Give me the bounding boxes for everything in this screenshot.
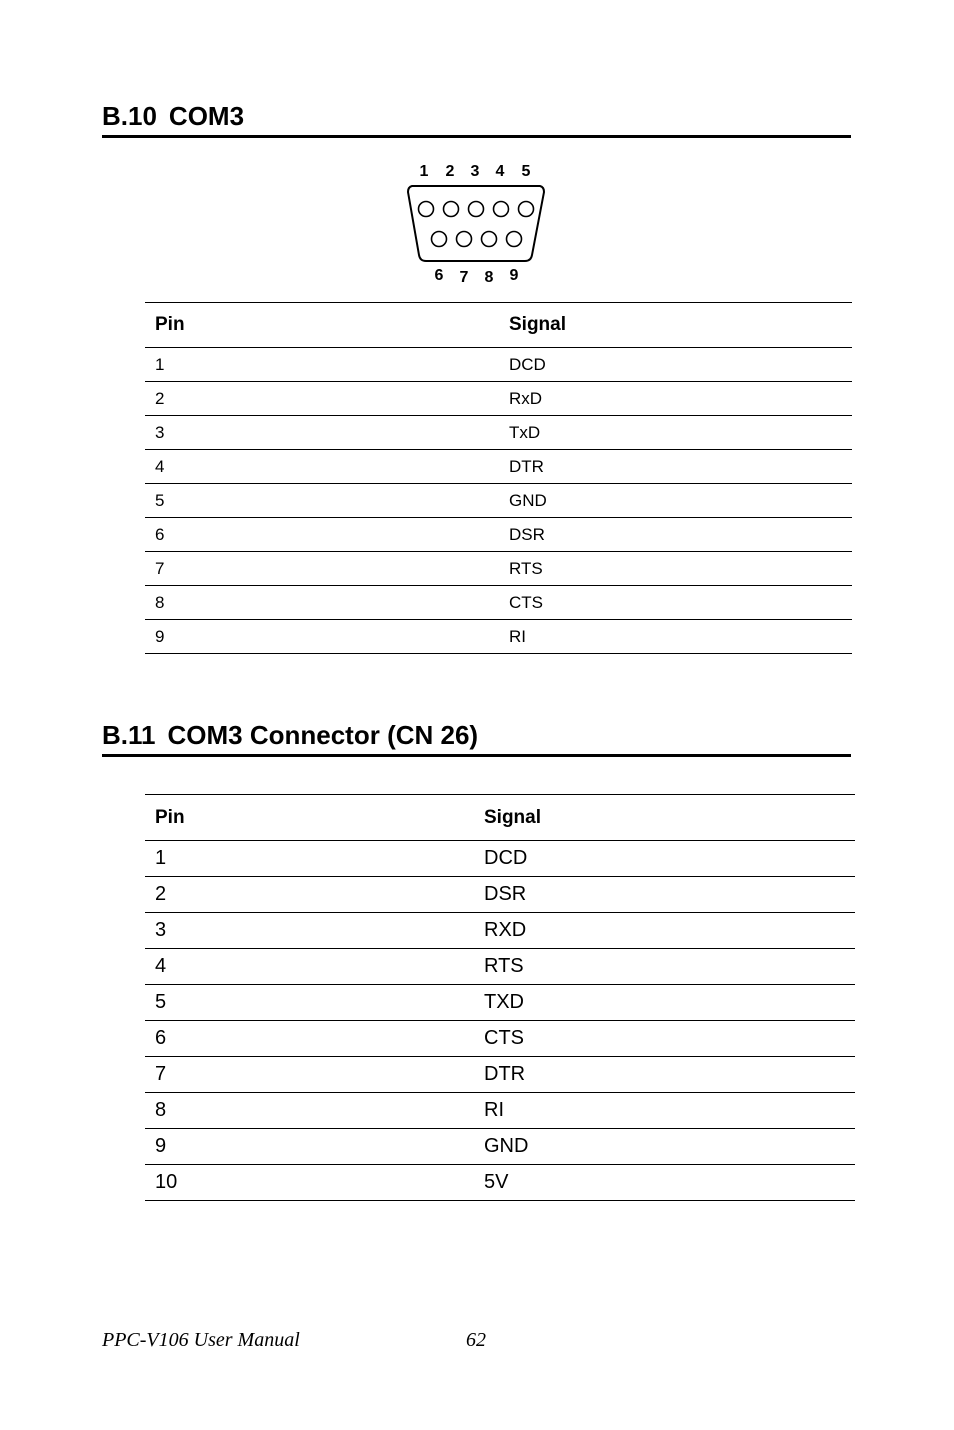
pin-hole-2 <box>444 202 459 217</box>
section-title: COM3 <box>168 101 245 131</box>
pin-cell: 4 <box>155 955 167 977</box>
signal-cell: DCD <box>509 354 546 374</box>
connector-shell <box>398 158 554 290</box>
pin-label-2: 2 <box>445 163 455 180</box>
pin-hole-1 <box>419 202 434 217</box>
section-heading-b10 <box>102 101 851 138</box>
table-row <box>145 1093 855 1129</box>
signal-cell: GND <box>484 1135 529 1157</box>
section-title: COM3 Connector (CN 26) <box>167 720 479 750</box>
pin-cell: 9 <box>155 626 165 646</box>
pin-cell: 2 <box>155 883 167 905</box>
signal-cell: TxD <box>509 422 541 442</box>
pin-cell: 5 <box>155 991 167 1013</box>
signal-cell: RXD <box>484 919 527 941</box>
table-row <box>145 877 855 913</box>
pin-cell: 7 <box>155 558 165 578</box>
column-header-signal: Signal <box>509 314 567 335</box>
pin-cell: 1 <box>155 847 167 869</box>
pin-cell: 4 <box>155 456 165 476</box>
table-row <box>145 913 855 949</box>
table-row <box>145 484 852 518</box>
pin-cell: 7 <box>155 1063 167 1085</box>
pin-label-5: 5 <box>521 163 531 180</box>
pin-hole-8 <box>482 232 497 247</box>
section-heading-b11 <box>102 720 851 757</box>
pin-hole-9 <box>507 232 522 247</box>
pin-cell: 6 <box>155 1027 167 1049</box>
signal-cell: DSR <box>484 883 527 905</box>
pin-cell: 8 <box>155 592 165 612</box>
signal-cell: RI <box>484 1099 504 1121</box>
signal-cell: RI <box>509 626 526 646</box>
pin-cell: 10 <box>155 1171 178 1193</box>
table-row <box>145 620 852 654</box>
com3-pin-table <box>145 302 852 654</box>
pin-cell: 5 <box>155 490 165 510</box>
column-header-signal: Signal <box>484 806 542 828</box>
signal-cell: CTS <box>509 592 543 612</box>
section-number: B.11 <box>102 720 156 750</box>
pin-label-1: 1 <box>419 163 429 180</box>
table-row <box>145 949 855 985</box>
table-header-row <box>145 795 855 841</box>
signal-cell: DTR <box>509 456 544 476</box>
table-row <box>145 382 852 416</box>
table-row <box>145 450 852 484</box>
signal-cell: RTS <box>484 955 524 977</box>
footer-manual-title: PPC-V106 User Manual <box>102 1329 300 1351</box>
table-row <box>145 1021 855 1057</box>
section-number: B.10 <box>102 101 157 131</box>
signal-cell: CTS <box>484 1027 524 1049</box>
table-row <box>145 985 855 1021</box>
table-row <box>145 416 852 450</box>
signal-cell: DSR <box>509 524 545 544</box>
pin-cell: 9 <box>155 1135 167 1157</box>
pin-hole-7 <box>457 232 472 247</box>
signal-cell: 5V <box>484 1171 509 1193</box>
table-row <box>145 1057 855 1093</box>
column-header-pin: Pin <box>155 806 185 828</box>
signal-cell: DCD <box>484 847 528 869</box>
cn26-pin-table <box>145 794 855 1201</box>
pin-label-6: 6 <box>434 267 444 284</box>
table-row <box>145 518 852 552</box>
pin-label-9: 9 <box>509 267 519 284</box>
pin-cell: 3 <box>155 919 167 941</box>
pin-cell: 2 <box>155 388 165 408</box>
pin-cell: 6 <box>155 524 165 544</box>
pin-label-3: 3 <box>470 163 480 180</box>
table-row <box>145 841 855 877</box>
table-row <box>145 552 852 586</box>
column-header-pin: Pin <box>155 314 185 335</box>
signal-cell: DTR <box>484 1063 526 1085</box>
pin-cell: 1 <box>155 354 165 374</box>
db9-connector-diagram <box>398 158 554 290</box>
signal-cell: TXD <box>484 991 524 1013</box>
footer-page-number: 62 <box>466 1329 486 1351</box>
pin-label-8: 8 <box>484 269 494 286</box>
table-header-row <box>145 303 852 348</box>
signal-cell: RxD <box>509 388 543 408</box>
pin-label-7: 7 <box>459 269 469 286</box>
pin-label-4: 4 <box>495 163 505 180</box>
pin-cell: 8 <box>155 1099 167 1121</box>
signal-cell: RTS <box>509 558 543 578</box>
pin-hole-3 <box>469 202 484 217</box>
pin-hole-4 <box>494 202 509 217</box>
pin-hole-6 <box>432 232 447 247</box>
pin-hole-5 <box>519 202 534 217</box>
table-row <box>145 1165 855 1201</box>
pin-cell: 3 <box>155 422 165 442</box>
signal-cell: GND <box>509 490 547 510</box>
table-row <box>145 1129 855 1165</box>
table-row <box>145 348 852 382</box>
table-row <box>145 586 852 620</box>
